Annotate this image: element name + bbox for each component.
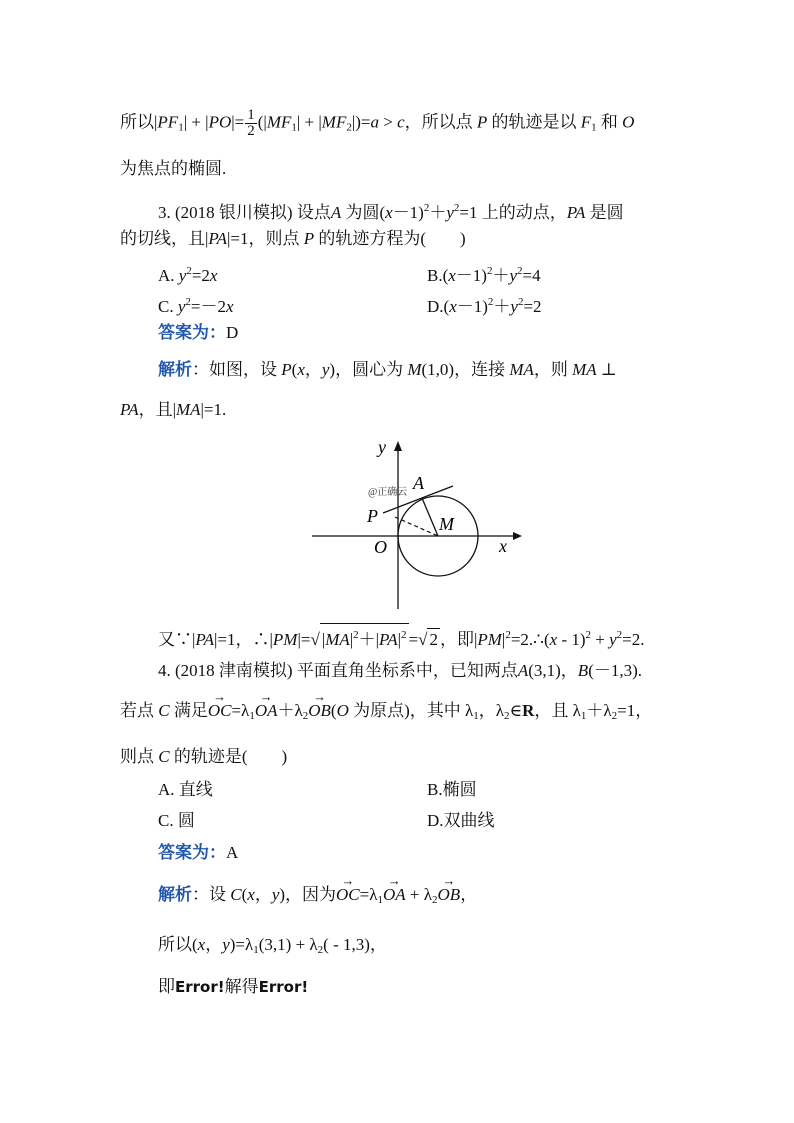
text: ＋| — [358, 630, 380, 649]
text: 1 — [291, 121, 297, 134]
denominator: 2 — [247, 123, 255, 139]
text: 若点 — [120, 701, 159, 720]
text: 2 — [401, 629, 407, 641]
text: | — [397, 630, 402, 649]
option-a — [158, 260, 217, 287]
text: x — [247, 885, 255, 904]
text-line — [120, 108, 634, 139]
text: 2 — [302, 710, 309, 722]
text: 是圆 — [585, 203, 624, 222]
text: | — [349, 630, 354, 649]
text: 为圆( — [341, 203, 386, 222]
text: C — [230, 885, 242, 904]
text: )，因为 — [279, 885, 337, 904]
text: MA — [572, 360, 597, 379]
text: 2 — [486, 265, 493, 277]
text: 的轨迹方程为( ) — [314, 229, 466, 248]
text: (| — [257, 112, 267, 132]
text: 1 — [249, 710, 255, 722]
vector-oc: → OC — [336, 884, 360, 906]
text: 2 — [317, 944, 324, 956]
text: MA — [175, 400, 201, 419]
text: (3,1)， — [528, 661, 578, 680]
text: 和 — [596, 112, 623, 132]
text: B — [577, 661, 589, 680]
text: D.双曲线 — [427, 811, 495, 830]
text: |= — [297, 630, 311, 649]
solution-line-2 — [120, 399, 226, 421]
text: 2 — [432, 894, 438, 906]
text: 2 — [504, 710, 510, 722]
text: |= — [231, 112, 245, 132]
vector-ob: → OB — [308, 700, 331, 722]
text: O — [336, 701, 349, 720]
text: =2 — [191, 266, 210, 285]
text: =λ — [231, 701, 250, 720]
text: )，圆心为 — [329, 360, 408, 379]
text: 为原点)，其中 λ — [348, 701, 474, 720]
circle-tangent-figure — [300, 435, 530, 615]
text: P — [476, 112, 488, 132]
solution-line-3 — [158, 976, 308, 998]
text: B.椭圆 — [427, 780, 477, 799]
text: ＋ — [429, 203, 447, 222]
text: MF — [266, 112, 292, 132]
text: x — [549, 630, 558, 649]
text: －1) — [455, 266, 487, 285]
question-4-line-1 — [158, 660, 642, 682]
answer-line — [158, 842, 238, 864]
text: 3. (2018 银川模拟) 设点 — [158, 203, 331, 222]
text: = — [408, 630, 419, 649]
text: ＋ — [493, 297, 511, 316]
text: 2 — [487, 296, 494, 308]
answer-value: A — [226, 843, 239, 862]
text: 则点 — [120, 747, 159, 766]
error-text: Error! — [175, 978, 225, 996]
text: y — [509, 266, 518, 285]
text: 2 — [185, 296, 191, 308]
text: |=1，∴| — [213, 630, 273, 649]
text: C — [158, 701, 170, 720]
text: MF — [321, 112, 347, 132]
text: R — [522, 701, 535, 720]
text: ( — [330, 701, 337, 720]
text: C. 圆 — [158, 811, 195, 830]
option-c — [158, 291, 234, 318]
text: MA — [325, 630, 350, 649]
question-4-line-2 — [120, 700, 652, 727]
answer-label: 答案为： — [158, 843, 226, 862]
option-b — [427, 779, 477, 801]
radius-ma — [422, 498, 438, 536]
text: ∈ — [509, 701, 523, 720]
text: ，即| — [439, 630, 478, 649]
text: 又∵| — [158, 630, 196, 649]
text: 所以| — [120, 112, 158, 132]
text: y — [510, 297, 518, 316]
text: 2 — [517, 265, 523, 277]
vector-oa: → OA — [255, 700, 278, 722]
text: =2 — [523, 297, 542, 316]
text: B.( — [427, 266, 449, 285]
question-3-line-1 — [158, 197, 624, 224]
text: ， — [304, 360, 322, 379]
fraction — [245, 108, 257, 139]
text: ＋λ — [277, 701, 303, 720]
error-text: Error! — [258, 978, 309, 996]
text: 2 — [616, 629, 623, 641]
answer-label: 答案为： — [158, 323, 226, 342]
text: x — [448, 266, 456, 285]
text: P — [303, 229, 315, 248]
text: 2 — [346, 121, 352, 134]
text: =1 上的动点， — [459, 203, 567, 222]
text: A — [517, 661, 529, 680]
text: y — [609, 630, 617, 649]
text: PF — [157, 112, 179, 132]
text: PO — [208, 112, 232, 132]
text: ：设 — [192, 885, 231, 904]
text: ( — [291, 360, 298, 379]
point-a-label: A — [413, 473, 424, 493]
text: 即 — [158, 977, 175, 996]
vector-ob: → OB — [438, 884, 461, 906]
text: y — [178, 266, 187, 285]
text: =4 — [522, 266, 541, 285]
solution-label: 解析 — [158, 360, 192, 379]
text: 2 — [517, 296, 524, 308]
text: =λ — [359, 885, 378, 904]
text: A. — [158, 266, 179, 285]
text: x — [225, 297, 234, 316]
text: D.( — [427, 297, 450, 316]
text: | — [501, 630, 506, 649]
solution-label: 解析 — [158, 885, 192, 904]
text: 的轨迹是以 — [487, 112, 581, 132]
radical-sign: √ — [418, 630, 428, 649]
text: O — [622, 112, 635, 132]
text: 的切线，且| — [120, 229, 209, 248]
text: y — [321, 360, 330, 379]
text: | + | — [296, 112, 322, 132]
solution-line-2 — [158, 934, 387, 961]
text: ，且| — [138, 400, 176, 419]
text: 2 — [353, 629, 359, 641]
text: ，且 λ — [534, 701, 581, 720]
answer-line — [158, 322, 238, 344]
text: |)= — [351, 112, 371, 132]
text: C — [158, 747, 170, 766]
origin-label: O — [374, 537, 387, 557]
text: a — [370, 112, 379, 132]
text: 为焦点的椭圆. — [120, 159, 227, 178]
text-line — [120, 158, 226, 180]
question-4-line-3 — [120, 746, 287, 768]
text: c — [397, 112, 405, 132]
option-b — [427, 260, 541, 287]
text: 1 — [473, 710, 479, 722]
text: －1) — [392, 203, 424, 222]
text: ( — [241, 885, 248, 904]
numerator: 1 — [247, 107, 255, 123]
text: )=λ — [229, 935, 254, 954]
text: MA — [509, 360, 534, 379]
text: (3,1) + λ — [258, 935, 318, 954]
text: －1) — [456, 297, 488, 316]
text: 解得 — [224, 977, 259, 996]
point-p-label: P — [367, 506, 378, 526]
text: =2.∴( — [510, 630, 550, 649]
text: 的轨迹是( ) — [169, 747, 288, 766]
text: ， — [254, 885, 272, 904]
y-label: y — [378, 437, 386, 457]
text: 所以( — [158, 935, 198, 954]
text: ，则 — [533, 360, 573, 379]
option-c — [158, 810, 195, 832]
text: PA — [120, 400, 139, 419]
text: ， — [205, 935, 223, 954]
text: PM — [477, 630, 502, 649]
text: y — [271, 885, 280, 904]
x-label: x — [499, 536, 507, 556]
text: =－2 — [190, 297, 226, 316]
text: P — [281, 360, 292, 379]
text: PA — [566, 203, 586, 222]
vector-oc: → OC — [208, 700, 232, 722]
text: 4. (2018 津南模拟) 平面直角坐标系中，已知两点 — [158, 661, 518, 680]
text: x — [449, 297, 457, 316]
text: (1,0)，连接 — [421, 360, 510, 379]
vector-oa: → OA — [383, 884, 406, 906]
option-d — [427, 291, 542, 318]
text: | — [321, 630, 326, 649]
text: 2 — [186, 265, 192, 277]
text: =2. — [622, 630, 645, 649]
text: ＋ — [492, 266, 510, 285]
radicand — [320, 623, 409, 651]
text: x — [197, 935, 206, 954]
text: M — [407, 360, 422, 379]
text: 1 — [377, 894, 383, 906]
text: 1 — [253, 944, 259, 956]
text: + λ — [405, 885, 433, 904]
text: C. — [158, 297, 178, 316]
point-m-label: M — [439, 514, 454, 534]
option-a — [158, 779, 213, 801]
text: =1， — [617, 701, 653, 720]
text: + — [591, 630, 610, 649]
text: ：如图，设 — [192, 360, 282, 379]
text: x — [385, 203, 393, 222]
text: |=1. — [200, 400, 227, 419]
text: y — [222, 935, 230, 954]
text: x — [297, 360, 305, 379]
solution-line-1 — [158, 359, 617, 381]
text: 2 — [585, 629, 592, 641]
text: PM — [272, 630, 298, 649]
text: ，所以点 — [404, 112, 477, 132]
text: 1 — [591, 121, 597, 134]
text: 2 — [453, 202, 460, 214]
text: ，λ — [478, 701, 505, 720]
text: ， — [460, 885, 478, 904]
text: 1 — [580, 710, 587, 722]
text: 2 — [423, 202, 430, 214]
text: F — [580, 112, 592, 132]
text: (－1,3). — [588, 661, 643, 680]
formula-line — [158, 623, 645, 651]
text: A. 直线 — [158, 780, 213, 799]
text: PA — [195, 630, 214, 649]
y-axis-arrow — [394, 441, 402, 451]
text: > — [379, 112, 398, 132]
text: |=1，则点 — [226, 229, 304, 248]
text: 1 — [178, 121, 184, 134]
text: 满足 — [169, 701, 208, 720]
text: y — [177, 297, 186, 316]
text: ( - 1,3)， — [323, 935, 387, 954]
text: 2 — [505, 629, 511, 641]
option-d — [427, 810, 495, 832]
x-axis-arrow — [513, 532, 522, 540]
text: x — [209, 266, 218, 285]
text: ＋λ — [586, 701, 612, 720]
text: PA — [379, 630, 398, 649]
question-3-line-2 — [120, 228, 466, 250]
text: PA — [208, 229, 227, 248]
text: ⊥ — [596, 360, 617, 379]
text: | + | — [183, 112, 209, 132]
answer-value: D — [226, 323, 239, 342]
radical-sign: √ — [310, 630, 320, 649]
text: A — [330, 203, 342, 222]
radicand: 2 — [429, 630, 438, 649]
watermark: @正确云 — [368, 487, 408, 498]
text: y — [446, 203, 454, 222]
text: - 1) — [557, 630, 586, 649]
solution-line-1 — [158, 884, 477, 911]
text: 2 — [611, 710, 618, 722]
